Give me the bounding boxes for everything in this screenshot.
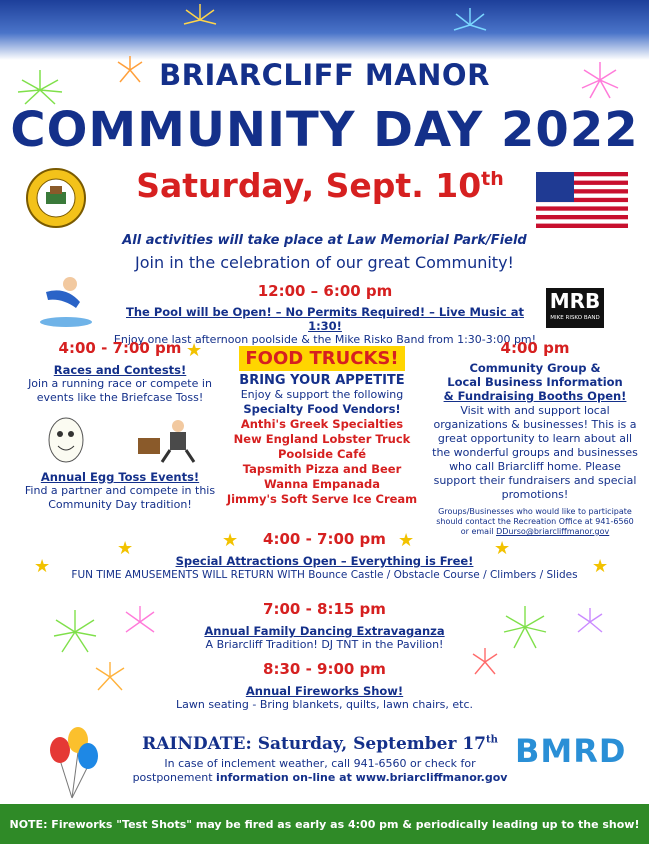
booths-headline-1: Community Group & (469, 361, 601, 375)
event-date-suffix: th (481, 168, 504, 190)
attractions-description: FUN TIME AMUSEMENTS WILL RETURN WITH Bounce Castle / Obstacle Course / Climbers / Slides (71, 569, 578, 581)
egg-toss-description: Find a partner and compete in this Community Day tradition! (24, 484, 216, 511)
village-seal-icon (26, 168, 86, 228)
footer-note (0, 804, 649, 844)
booths-headline-2: Local Business Information (447, 375, 623, 389)
food-subtitle: BRING YOUR APPETITE (239, 373, 405, 388)
star-icon: ★ (494, 538, 511, 559)
pool-description: Enjoy one last afternoon poolside & the Mike Risko Band from 1:30-3:00 pm! (113, 333, 537, 346)
us-flag-icon (536, 172, 628, 228)
attractions-headline: Special Attractions Open – Everything is Free! (175, 554, 474, 568)
star-icon: ★ (117, 538, 134, 559)
event-date-text: Saturday, Sept. 10 (136, 166, 482, 205)
raindate-line-1: In case of inclement weather, call 941-6560 or check for (164, 757, 476, 770)
pool-time: 12:00 – 6:00 pm (257, 282, 393, 300)
food-intro: Enjoy & support the following (240, 388, 404, 401)
raindate-line-2 (120, 771, 520, 785)
egg-toss-headline: Annual Egg Toss Events! (40, 470, 200, 484)
event-title: COMMUNITY DAY 2022 (10, 102, 639, 158)
egg-toss-clipart-icon (38, 416, 208, 466)
org-name: BRIARCLIFF MANOR (159, 58, 490, 92)
food-vendor: Jimmy's Soft Serve Ice Cream (226, 492, 418, 506)
fireworks-time: 8:30 - 9:00 pm (263, 660, 386, 678)
mrb-logo-text: MRB (549, 289, 601, 313)
star-icon: ★ (222, 530, 239, 551)
venue-line: All activities will take place at Law Memorial Park/Field (122, 233, 527, 248)
booths-time: 4:00 pm (500, 339, 570, 357)
fireworks-headline: Annual Fireworks Show! (245, 684, 404, 698)
dancing-description: A Briarcliff Tradition! DJ TNT in the Pavilion! (205, 638, 444, 651)
raindate-website-link[interactable]: information on-line at www.briarcliffmanor.gov (216, 771, 508, 784)
raindate-label: RAINDATE: Saturday, September 17 (142, 734, 487, 754)
footer-note-text: NOTE: Fireworks "Test Shots" may be fired as early as 4:00 pm & periodically leading up to the show! (9, 817, 640, 831)
star-icon: ★ (398, 530, 415, 551)
raindate-suffix: th (486, 734, 498, 746)
mrb-logo (546, 288, 604, 328)
booths-headline-3: & Fundraising Booths Open! (443, 389, 627, 403)
food-vendor: Tapsmith Pizza and Beer (242, 462, 402, 476)
balloons-icon (46, 722, 102, 800)
event-date (120, 166, 520, 205)
fireworks-description: Lawn seating - Bring blankets, quilts, lawn chairs, etc. (175, 698, 474, 711)
star-icon: ★ (186, 340, 203, 361)
attractions-time: 4:00 - 7:00 pm (263, 530, 386, 548)
bmrd-logo-text: BMRD (515, 732, 627, 770)
raindate-line-2-text: postponement (132, 771, 217, 784)
star-icon: ★ (34, 556, 51, 577)
food-vendor: Poolside Café (278, 447, 366, 461)
booths-email-link[interactable]: DDurso@briarcliffmanor.gov (496, 527, 610, 536)
food-vendor: Wanna Empanada (264, 477, 380, 491)
food-trucks-title: FOOD TRUCKS! (239, 346, 404, 371)
mrb-logo-subtext: MIKE RISKO BAND (550, 315, 600, 321)
star-icon: ★ (592, 556, 609, 577)
bmrd-logo (515, 730, 625, 772)
food-vendor: New England Lobster Truck (233, 432, 411, 446)
races-time: 4:00 - 7:00 pm (58, 339, 182, 357)
pool-headline: The Pool will be Open! – No Permits Required! – Live Music at 1:30! (126, 305, 524, 333)
booths-description: Visit with and support local organizations & businesses! This is a great opportunity to learn about all the wonderful groups and businesses who call Briarcliff home. Please support their fundraisers and special promotions! (432, 404, 638, 501)
diver-icon (36, 272, 96, 328)
races-description: Join a running race or compete in events like the Briefcase Toss! (28, 377, 212, 404)
dancing-time: 7:00 - 8:15 pm (263, 600, 386, 618)
food-vendors-heading: Specialty Food Vendors! (243, 402, 401, 416)
booths-note: Groups/Businesses who would like to participate should contact the Recreation Office at 941-6560 or email (436, 507, 634, 536)
raindate-heading (120, 734, 520, 754)
races-headline: Races and Contests! (53, 363, 187, 377)
dancing-headline: Annual Family Dancing Extravaganza (204, 624, 445, 638)
food-vendor: Anthi's Greek Specialties (240, 417, 404, 431)
join-line: Join in the celebration of our great Community! (135, 253, 514, 272)
